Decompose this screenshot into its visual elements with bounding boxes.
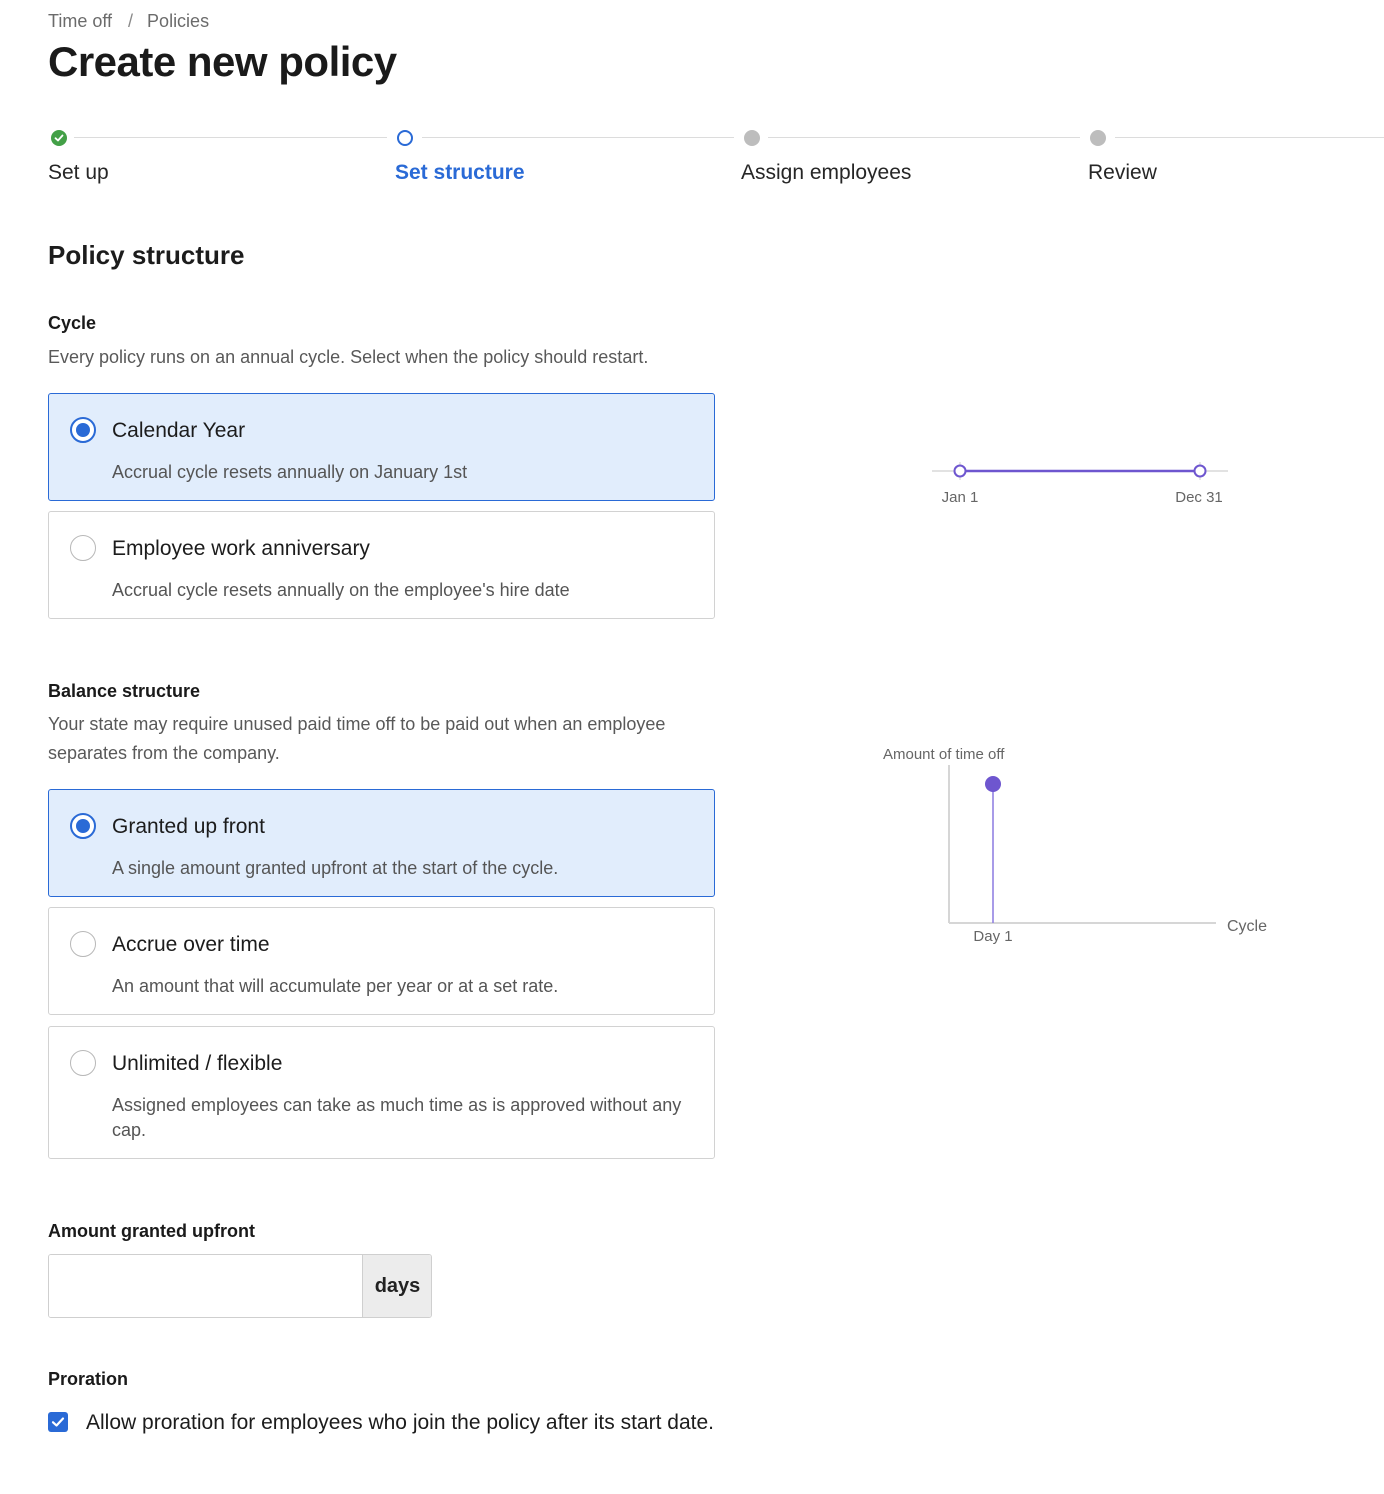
cycle-option-work-anniversary[interactable] (48, 511, 715, 619)
proration-label[interactable]: Allow proration for employees who join the policy after its start date. (86, 1411, 714, 1434)
proration-title: Proration (48, 1369, 129, 1389)
balance-option-granted-up-front[interactable] (48, 789, 715, 897)
amount-unit-suffix: days (362, 1255, 432, 1317)
option-description: A single amount granted upfront at the start of the cycle. (112, 858, 559, 878)
proration-checkbox[interactable] (48, 1412, 68, 1432)
grant-point (985, 776, 1001, 792)
cycle-title: Cycle (48, 313, 97, 333)
breadcrumb (48, 11, 209, 32)
balance-option-accrue-over-time[interactable] (48, 907, 715, 1015)
breadcrumb-link-policies[interactable]: Policies (147, 11, 210, 31)
timeline-start-label: Jan 1 (941, 489, 979, 506)
breadcrumb-link-time-off[interactable]: Time off (48, 11, 113, 31)
step-complete-icon (51, 130, 67, 146)
balance-description: Your state may require unused paid time off to be paid out when an employee separates from the company. (48, 714, 666, 763)
amount-title: Amount granted upfront (48, 1221, 255, 1241)
cycle-timeline-illustration (920, 450, 1250, 520)
option-description: An amount that will accumulate per year or at a set rate. (112, 976, 559, 996)
timeline-end-marker (1195, 466, 1206, 477)
option-label: Calendar Year (112, 419, 246, 442)
option-description: Assigned employees can take as much time as is approved without any cap. (112, 1095, 682, 1140)
radio-button[interactable] (70, 535, 96, 561)
step-upcoming-icon (1090, 130, 1106, 146)
option-label: Unlimited / flexible (112, 1052, 283, 1075)
step-set-structure[interactable]: Set structure (395, 161, 525, 184)
step-upcoming-icon (744, 130, 760, 146)
check-icon (54, 133, 64, 143)
option-label: Employee work anniversary (112, 537, 370, 560)
step-set-up[interactable]: Set up (48, 161, 109, 184)
radio-button[interactable] (70, 931, 96, 957)
timeline-start-marker (955, 466, 966, 477)
y-axis-label: Amount of time off (883, 746, 1005, 763)
step-review[interactable]: Review (1088, 161, 1157, 184)
timeline-end-label: Dec 31 (1175, 489, 1223, 506)
radio-button[interactable] (70, 1050, 96, 1076)
balance-grant-illustration (870, 740, 1280, 955)
step-assign-employees[interactable]: Assign employees (741, 161, 912, 184)
x-axis-label: Cycle (1227, 918, 1268, 935)
section-title: Policy structure (48, 240, 245, 270)
amount-input[interactable] (49, 1255, 362, 1317)
cycle-option-calendar-year[interactable] (48, 393, 715, 501)
option-description: Accrual cycle resets annually on January 1st (112, 462, 468, 482)
cycle-description: Every policy runs on an annual cycle. Select when the policy should restart. (48, 347, 649, 367)
step-current-icon (397, 130, 413, 146)
amount-field (48, 1254, 432, 1318)
check-icon (51, 1415, 65, 1429)
page-title: Create new policy (48, 38, 397, 85)
step-connector (768, 137, 1080, 138)
balance-title: Balance structure (48, 681, 201, 701)
breadcrumb-separator: / (128, 11, 134, 31)
step-connector (422, 137, 734, 138)
balance-option-unlimited[interactable] (48, 1026, 715, 1159)
step-connector (74, 137, 387, 138)
radio-button[interactable] (70, 813, 96, 839)
radio-button[interactable] (70, 417, 96, 443)
step-connector (1115, 137, 1384, 138)
option-label: Granted up front (112, 815, 265, 838)
option-label: Accrue over time (112, 933, 270, 956)
grant-point-label: Day 1 (973, 928, 1013, 945)
option-description: Accrual cycle resets annually on the employee's hire date (112, 580, 570, 600)
